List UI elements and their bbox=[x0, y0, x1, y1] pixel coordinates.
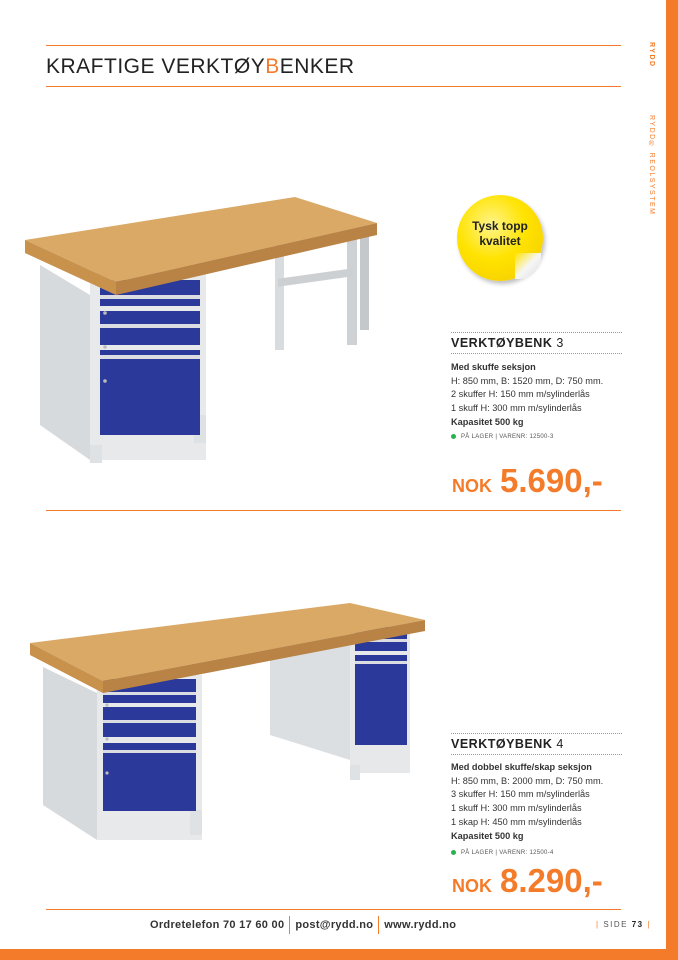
product-3-title bbox=[451, 336, 564, 350]
header-top-rule bbox=[46, 45, 621, 46]
product-4-title-divider bbox=[451, 754, 622, 755]
product-3-capacity: Kapasitet 500 kg bbox=[451, 416, 524, 427]
product-3-currency: NOK bbox=[452, 476, 492, 496]
product-4-spec-line: 3 skuffer H: 150 mm m/sylinderlås bbox=[451, 789, 590, 800]
product-4-number: 4 bbox=[556, 737, 564, 751]
footer-web-link[interactable]: www.rydd.no bbox=[384, 918, 457, 931]
bottom-accent-bar bbox=[0, 949, 678, 960]
product-4-price-amount: 8.290,- bbox=[500, 862, 603, 899]
product-3-number: 3 bbox=[556, 336, 564, 350]
title-part-1: KRAFTIGE VERKTØY bbox=[46, 55, 266, 78]
side-tab bbox=[646, 40, 660, 220]
product-3-stock bbox=[451, 434, 554, 440]
footer-phone: Ordretelefon 70 17 60 00 bbox=[150, 918, 285, 931]
product-3-specs bbox=[451, 361, 603, 430]
workbench-3-image bbox=[20, 185, 385, 485]
product-3-spec-line: 1 skuff H: 300 mm m/sylinderlås bbox=[451, 403, 582, 414]
page-number-value: 73 bbox=[631, 920, 644, 929]
product-3-name: VERKTØYBENK bbox=[451, 336, 553, 350]
product-4-spec-line: 1 skap H: 450 mm m/sylinderlås bbox=[451, 816, 582, 827]
page-label: SIDE bbox=[603, 920, 628, 929]
product-3-spec-line: H: 850 mm, B: 1520 mm, D: 750 mm. bbox=[451, 375, 604, 386]
product-4-price bbox=[452, 862, 603, 900]
product-4-subtitle: Med dobbel skuffe/skap seksjon bbox=[451, 762, 592, 772]
badge-line-1: Tysk topp bbox=[472, 219, 528, 233]
product-4-stock bbox=[451, 850, 554, 856]
page-number: | SIDE 73 | bbox=[596, 920, 651, 929]
workbench-4-image bbox=[25, 595, 430, 845]
section-divider bbox=[46, 510, 621, 511]
product-4-spec-line: H: 850 mm, B: 2000 mm, D: 750 mm. bbox=[451, 775, 604, 786]
title-highlight-letter: B bbox=[265, 55, 280, 78]
badge-page-curl bbox=[515, 253, 541, 279]
product-4-top-divider bbox=[451, 733, 622, 734]
footer-rule bbox=[46, 909, 621, 910]
in-stock-dot-icon bbox=[451, 850, 456, 855]
title-part-2: ENKER bbox=[279, 55, 355, 78]
product-4-currency: NOK bbox=[452, 876, 492, 896]
footer-separator bbox=[289, 916, 290, 934]
side-tab-brand: RYDD bbox=[648, 42, 655, 68]
product-3-subtitle: Med skuffe seksjon bbox=[451, 362, 536, 372]
product-4-specs bbox=[451, 761, 603, 843]
footer-contact bbox=[150, 916, 456, 934]
product-4-capacity: Kapasitet 500 kg bbox=[451, 830, 524, 841]
side-tab-system: RYDD® REOLSYSTEM bbox=[648, 115, 655, 216]
product-3-title-divider bbox=[451, 353, 622, 354]
footer-email-link[interactable]: post@rydd.no bbox=[295, 918, 374, 931]
product-3-price bbox=[452, 462, 603, 500]
product-3-spec-line: 2 skuffer H: 150 mm m/sylinderlås bbox=[451, 389, 590, 400]
product-3-top-divider bbox=[451, 332, 622, 333]
footer-separator bbox=[378, 916, 379, 934]
in-stock-dot-icon bbox=[451, 434, 456, 439]
product-4-stock-text: PÅ LAGER | VARENR: 12500-4 bbox=[461, 850, 554, 857]
quality-badge bbox=[457, 195, 543, 281]
page-title bbox=[46, 55, 355, 79]
badge-line-2: kvalitet bbox=[479, 234, 521, 248]
product-3-price-amount: 5.690,- bbox=[500, 462, 603, 499]
header-bottom-rule bbox=[46, 86, 621, 87]
product-4-spec-line: 1 skuff H: 300 mm m/sylinderlås bbox=[451, 803, 582, 814]
product-3-stock-text: PÅ LAGER | VARENR: 12500-3 bbox=[461, 434, 554, 441]
product-4-name: VERKTØYBENK bbox=[451, 737, 553, 751]
product-4-title bbox=[451, 737, 564, 751]
